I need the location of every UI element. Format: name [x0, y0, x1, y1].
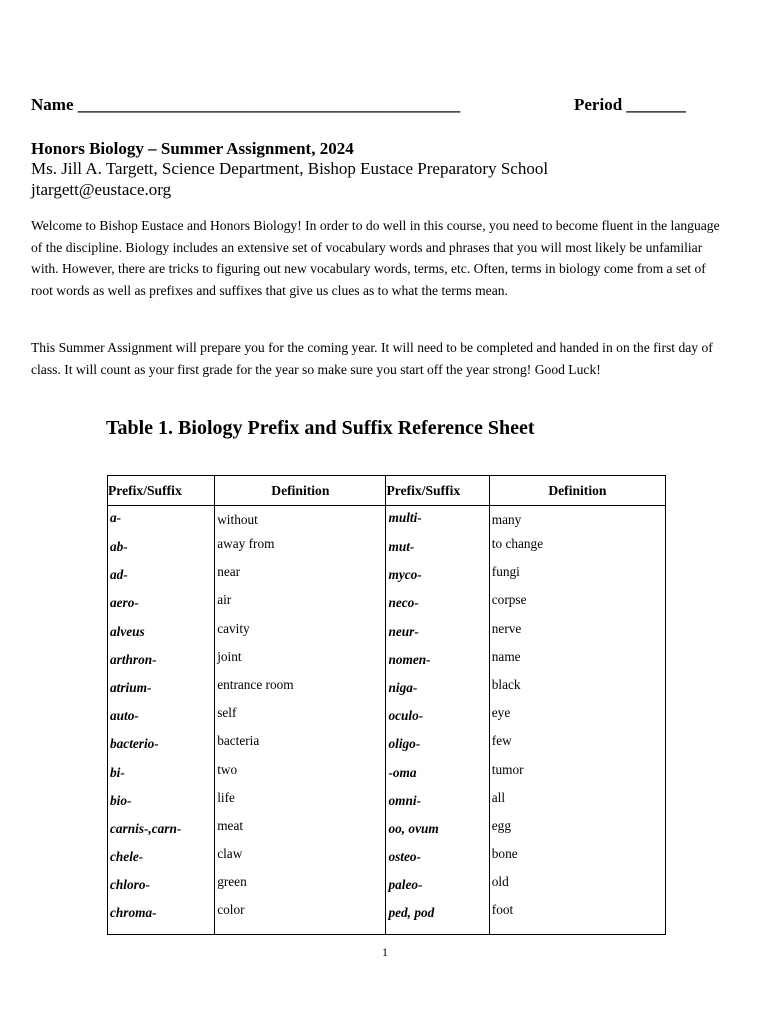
table-row	[108, 873, 666, 901]
table-header-row	[108, 476, 666, 506]
definition-cell: without	[215, 506, 386, 536]
definition-cell: claw	[215, 845, 386, 873]
assignment-paragraph: This Summer Assignment will prepare you for the coming year. It will need to be completed and handed in on the first day of class. It will count as your first grade for the year so make sure you start off the year strong! Good Luck!	[31, 340, 713, 377]
definition-cell: eye	[489, 704, 665, 732]
table-row	[108, 648, 666, 676]
prefix-cell: niga-	[386, 676, 489, 704]
definition-cell: fungi	[489, 563, 665, 591]
teacher-line: Ms. Jill A. Targett, Science Department, Bishop Eustace Preparatory School	[31, 159, 549, 178]
definition-cell: life	[215, 789, 386, 817]
definition-cell: color	[215, 901, 386, 935]
definition-cell: away from	[215, 535, 386, 563]
assignment-heading: Honors Biology – Summer Assignment, 2024	[31, 139, 354, 158]
definition-cell: to change	[489, 535, 665, 563]
table-row	[108, 761, 666, 789]
teacher-email: jtargett@eustace.org	[31, 180, 172, 199]
definition-cell: foot	[489, 901, 665, 935]
definition-cell: green	[215, 873, 386, 901]
table-row	[108, 506, 666, 536]
prefix-cell: paleo-	[386, 873, 489, 901]
prefix-cell: neco-	[386, 591, 489, 619]
table-row	[108, 591, 666, 619]
table-row	[108, 676, 666, 704]
definition-cell: all	[489, 789, 665, 817]
name-period-line	[31, 95, 711, 115]
prefix-cell: chele-	[108, 845, 215, 873]
column-header: Definition	[489, 476, 665, 506]
prefix-cell: aero-	[108, 591, 215, 619]
column-header: Prefix/Suffix	[108, 476, 215, 506]
prefix-cell: alveus	[108, 620, 215, 648]
prefix-cell: oculo-	[386, 704, 489, 732]
prefix-cell: arthron-	[108, 648, 215, 676]
definition-cell: corpse	[489, 591, 665, 619]
prefix-cell: nomen-	[386, 648, 489, 676]
definition-cell: near	[215, 563, 386, 591]
welcome-paragraph: Welcome to Bishop Eustace and Honors Biology! In order to do well in this course, you need to become fluent in the language of the discipline. Biology includes an extensive set of vocabulary words and phrases that you will most likely be unfamiliar with. However, there are tricks to figuring out new vocabulary words, terms, etc. Often, terms in biology come from a set of root words as well as prefixes and suffixes that give us clues as to what the terms mean.	[31, 218, 720, 298]
prefix-cell: chroma-	[108, 901, 215, 935]
table-row	[108, 620, 666, 648]
prefix-cell: neur-	[386, 620, 489, 648]
table-row	[108, 563, 666, 591]
table-row	[108, 732, 666, 760]
prefix-cell: multi-	[386, 506, 489, 536]
prefix-cell: bi-	[108, 761, 215, 789]
prefix-cell: mut-	[386, 535, 489, 563]
prefix-cell: chloro-	[108, 873, 215, 901]
table-row	[108, 704, 666, 732]
prefix-cell: -oma	[386, 761, 489, 789]
prefix-suffix-table	[107, 475, 666, 935]
definition-cell: black	[489, 676, 665, 704]
table-row	[108, 845, 666, 873]
prefix-cell: ab-	[108, 535, 215, 563]
page-number: 1	[382, 945, 388, 959]
definition-cell: joint	[215, 648, 386, 676]
prefix-cell: a-	[108, 506, 215, 536]
definition-cell: meat	[215, 817, 386, 845]
definition-cell: many	[489, 506, 665, 536]
definition-cell: nerve	[489, 620, 665, 648]
prefix-cell: oligo-	[386, 732, 489, 760]
prefix-cell: bio-	[108, 789, 215, 817]
prefix-cell: omni-	[386, 789, 489, 817]
period-field-label: Period _______	[574, 95, 686, 114]
prefix-cell: osteo-	[386, 845, 489, 873]
name-field-label: Name _____________________________________________	[31, 95, 461, 114]
definition-cell: self	[215, 704, 386, 732]
definition-cell: two	[215, 761, 386, 789]
prefix-cell: oo, ovum	[386, 817, 489, 845]
column-header: Prefix/Suffix	[386, 476, 489, 506]
definition-cell: bacteria	[215, 732, 386, 760]
prefix-cell: ped, pod	[386, 901, 489, 935]
table-title: Table 1. Biology Prefix and Suffix Reference Sheet	[106, 417, 535, 439]
table-body	[108, 506, 666, 935]
definition-cell: bone	[489, 845, 665, 873]
prefix-cell: myco-	[386, 563, 489, 591]
column-header: Definition	[215, 476, 386, 506]
table-row	[108, 901, 666, 935]
definition-cell: old	[489, 873, 665, 901]
prefix-cell: ad-	[108, 563, 215, 591]
table-row	[108, 789, 666, 817]
definition-cell: egg	[489, 817, 665, 845]
definition-cell: name	[489, 648, 665, 676]
definition-cell: tumor	[489, 761, 665, 789]
definition-cell: few	[489, 732, 665, 760]
prefix-cell: carnis-,carn-	[108, 817, 215, 845]
table-row	[108, 817, 666, 845]
definition-cell: entrance room	[215, 676, 386, 704]
prefix-cell: bacterio-	[108, 732, 215, 760]
table-row	[108, 535, 666, 563]
prefix-cell: atrium-	[108, 676, 215, 704]
definition-cell: air	[215, 591, 386, 619]
prefix-cell: auto-	[108, 704, 215, 732]
definition-cell: cavity	[215, 620, 386, 648]
